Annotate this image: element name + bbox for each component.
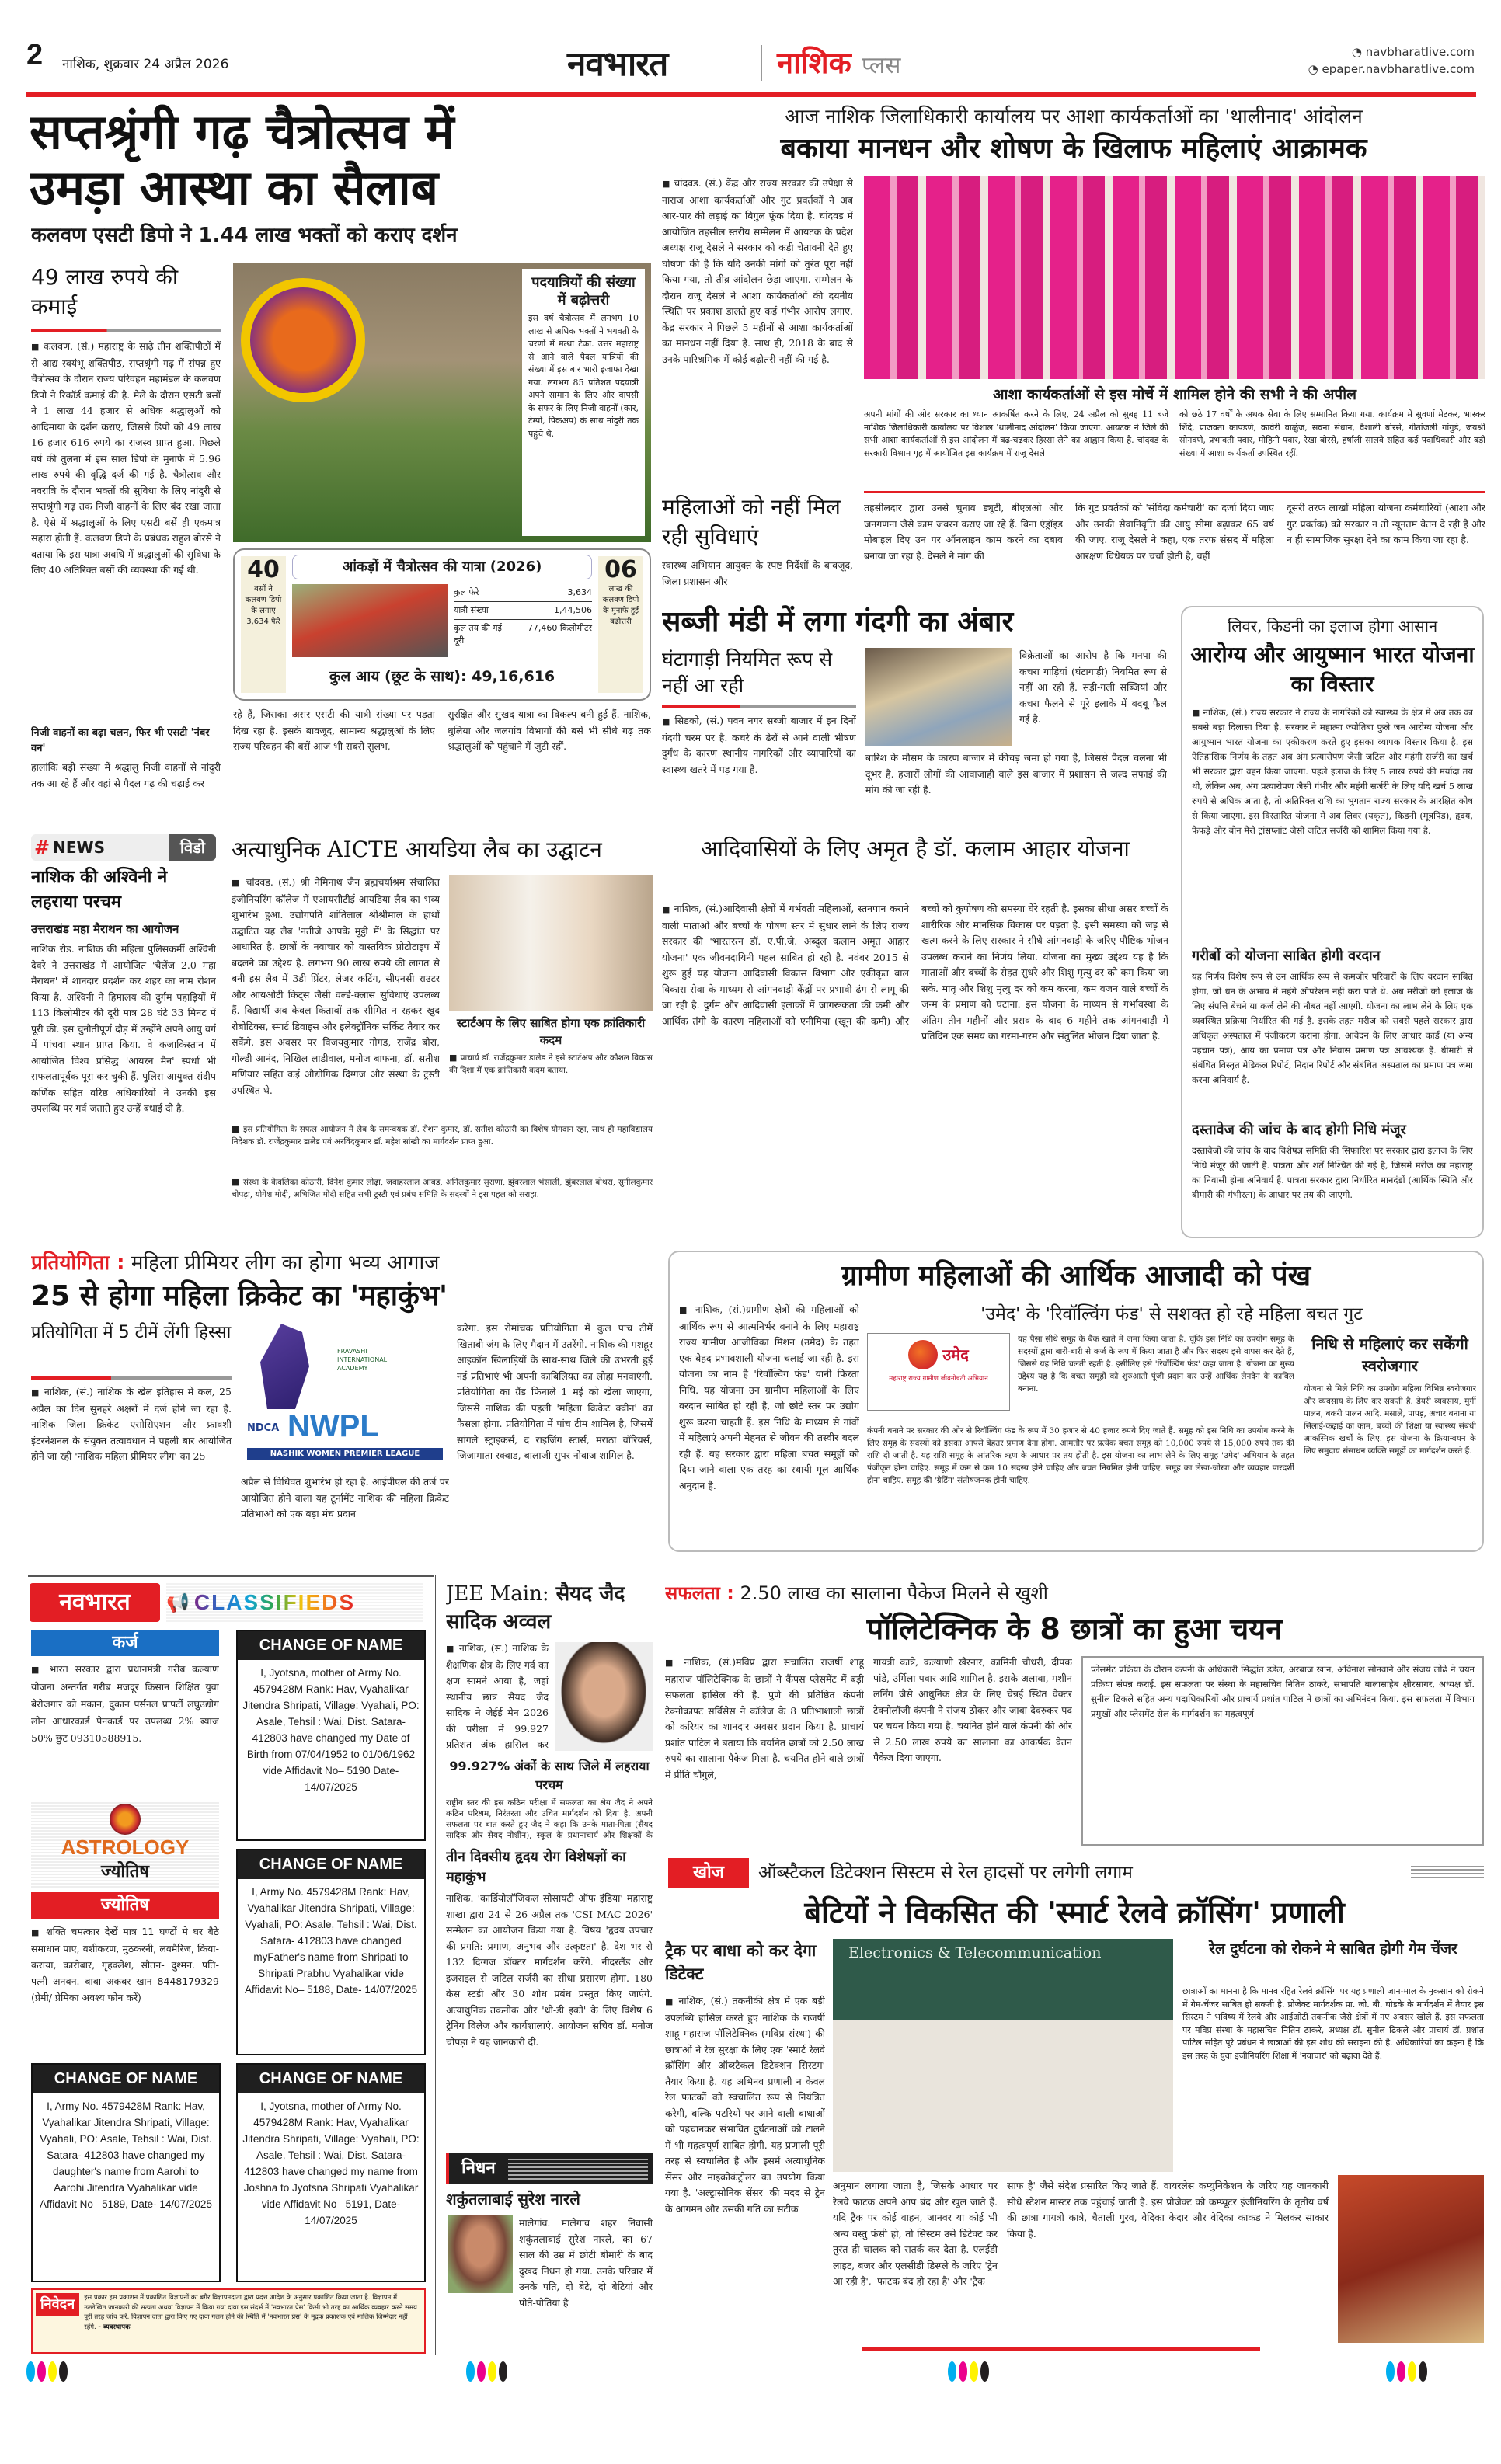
stats-value: 77,460 किलोमीटर [527,623,592,633]
cmyk-mark [1386,2361,1427,2382]
website-links [1308,44,1475,78]
website-url[interactable]: navbharatlive.com [1365,45,1475,59]
article-body: अप्रैल से विधिवत शुभारंभ हो रहा है. आईपीएल की तर्ज पर आयोजित होने वाला यह टूर्नामेंट नाशिक की महिला क्रिकेट प्रतिभाओं को एक बड़ा मंच प्रदान [241,1476,449,1519]
astrology-banner [31,1802,219,1888]
video-tag: विडो [169,834,216,861]
astrology-heading: ज्योतिष [31,1892,219,1919]
yantra-icon [110,1804,141,1835]
kicker-lines [1411,1866,1484,1878]
epaper-link[interactable] [1308,61,1475,78]
notice-title: CHANGE OF NAME [33,2065,219,2093]
classifieds-brand: नवभारत [30,1583,160,1622]
photo-caption: स्टार्टअप के लिए साबित होगा एक क्रांतिकारी कदम [456,1016,646,1047]
article-body: राष्ट्रीय स्तर की इस कठिन परीक्षा में सफलता का श्रेय जैद ने अपने कठिन परिश्रम, निरंतरता और उचित मार्गदर्शन को दिया है. अपनी सफलता पर बात करते हुए जैद ने कहा कि उनके माता-पिता (सैयद सादिक और सैयद नौशीन), स्कूल के प्रधानाचार्य और शिक्षकों के [446,1798,653,1840]
change-of-name-notice [236,1630,426,1841]
caption-body: अपनी मांगों की ओर सरकार का ध्यान आकर्षित करने के लिए, 24 अप्रैल को सुबह 11 बजे नाशिक जिलाधिकारी कार्यालय पर विशाल 'थालीनाद आंदोलन' किया जाएगा. आयटक ने जिले की सभी आशा कार्यकर्ताओं से इस आंदोलन में बढ़-चढ़कर हिस्सा लेने का आह्वान किया है. चांदवड के सरकारी विश्राम गृह में आयोजित इस कार्यक्रम में राजू देसले [864,409,1168,458]
notice-body: I, Jyotsna, mother of Army No. 4579428M Rank: Hav, Vyahalikar Jitendra Shripati, Village: Vyahali, PO: Asale, Tehsil : Wai, Dist. Satara-412803 have changed my Date of Birth from 07/04/1952 to 01/06/1962 vide Affidavit No– 5190 Date- 14/07/2025 [242,1667,420,1793]
article-body: नाशिक रोड. नाशिक की महिला पुलिसकर्मी अश्विनी देवरे ने उत्तराखंड में आयोजित 'चैलेंज 2.0 महा मैराथन' में शानदार प्रदर्शन कर शहर का नाम रोशन किया है. अश्विनी ने हिमालय की दुर्गम पहाड़ियों में 113 किलोमीटर की दूरी मात्र 28 घंटे 33 मिनट में पूरी की. इस चुनौतीपूर्ण दौड़ में उन्होंने अपने आयु वर्ग में पांचवा स्थान प्राप्त किया. वे कजाकिस्तान में आयोजित विश्व प्रसिद्ध 'आयरन मैन' स्पर्धा भी सफलतापूर्वक पूरा कर चुकी हैं. पुलिस आयुक्त संदीप कर्णिक सहित वरिष्ठ अधिकारियों ने उनकी इस उपलब्धि पर गर्व जताते हुए उन्हें बधाई दी है. [31,943,216,1114]
cmyk-dot [26,2361,35,2382]
nivedan-body: इस प्रकार इस प्रकाशन में प्रकाशित विज्ञापनों का बगैर विज्ञापनदाता द्वारा प्रदत्त आदेश के अनुसार प्रकाशित किया जाता है. विज्ञापन में उल्लेखित जानकारी की सत्यता अथवा विज्ञापन में किया गया दावा इस संदर्भ में 'नवभारत प्रेस' किसी भी तरह का आर्थिक व्यवहार करने समय पूरी तरह जांच करें. विज्ञापन दाता द्वारा किए गए दावा गलत होने की स्थिति में 'नवभारत प्रेस' के मुद्रक प्रकाशक एवं मालिक जिम्मेदार नहीं रहेंगे. [84,2294,417,2331]
article-body: गायत्री कात्रे, कल्याणी खैरनार, कामिनी चौधरी, दीपक पांडे, उर्मिला पवार आदि शामिल है. इसके अलावा, मशीन लर्निंग जैसे आधुनिक क्षेत्र के लिए चेन्नई स्थित वेक्टर टेक्नोलॉजी कंपनी ने संजय ठोकर और जाबा देवरुकर पद पर चयन किया गया है. चयनित होने वाले कंपनी की ओर से 2.50 लाख रुपये का सालाना का आकर्षक वेतन पैकेज दिया जाएगा. [873,1656,1072,1763]
stats-box [233,548,651,701]
article-headline: पॉलिटेक्निक के 8 छात्रों का हुआ चयन [866,1612,1283,1646]
article-body: ■ नाशिक, (सं.) तकनीकी क्षेत्र में एक बड़ी उपलब्धि हासिल करते हुए नाशिक के राजर्षी शाहू महाराज पॉलिटेक्निक (मविप्र संस्था) की छात्राओं ने रेल सुरक्षा के लिए एक 'स्मार्ट रेलवे क्रॉसिंग और ऑब्स्टैकल डिटेक्शन सिस्टम' तैयार किया है. यह अभिनव प्रणाली न केवल रेल फाटकों को स्वचालित रूप से नियंत्रित करेगी, बल्कि पटरियों पर आने वाली बाधाओं को पहचानकर संभावित दुर्घटनाओं को टालने में भी महत्वपूर्ण साबित होगी. यह प्रणाली पूरी तरह से स्वचालित है और इसमें अत्याधुनिक सेंसर और माइक्रोकंट्रोलर का उपयोग किया गया है. 'अल्ट्रासोनिक सेंसर' की मदद से ट्रेन के आगमन और उसकी गति का सटीक [665,1993,825,2343]
sidebar-body: छात्राओं का मानना है कि मानव रहित रेलवे क्रॉसिंग पर यह प्रणाली जान-माल के नुकसान को रोकने में गेम-चेंजर साबित हो सकती है. प्रोजेक्ट मार्गदर्शक प्रा. जी. बी. घोडके के मार्गदर्शन में तैयार इस सिस्टम ने भविष्य में रेलवे और आईओटी तकनीक जैसे क्षेत्रों में नए अवसर खोले हैं. इस सफलता पर मविप्र संस्था के महासचिव नितिन ठाकरे, अध्यक्ष डॉ. सुनील ढिकले और प्राचार्य डॉ. प्रशांत पाटिल सहित पूरे प्रबंधन ने छात्राओं की इस शोध की सराहना की है. अधिकारियों का कहना है कि इस तरह के युवा इंजीनियरिंग शिक्षा में 'नवाचार' को बढ़ावा देते हैं. [1182,1986,1484,2061]
stats-total: कुल आय (छूट के साथ): 49,16,616 [329,668,555,685]
article-body: रहे हैं, जिसका असर एसटी की यात्री संख्या पर पड़ता दिख रहा है. इसके बावजूद, सामान्य श्रद्धालुओं के लिए राज्य परिवहन की बसें आज भी सबसे सुलभ, [233,708,435,752]
stats-row [454,620,592,649]
loan-ad: ■ भारत सरकार द्वारा प्रधानमंत्री गरीब कल्याण योजना अन्तर्गत गरीब मजदूर किसान शिक्षित युवा बेरोजगार को मकान, दुकान पर्सनल प्रापर्टी लघुउद्योग लोन आधारकार्ड पेनकार्ड पर उपलब्ध 2% ब्याज 50% छुट 09310588915. [31,1661,219,1798]
obituary-photo [448,2215,513,2293]
article-body: विक्रेताओं का आरोप है कि मनपा की कचरा गाड़ियां (घंटागाड़ी) नियमित रूप से नहीं आ रही हैं. सड़ी-गली सब्जियां और कचरा फैलने से पूरे इलाके में बदबू फैल गई है. [1019,649,1167,725]
kicker-label: प्रतियोगिता : [31,1251,125,1275]
student-photo [555,1642,653,1751]
article-subhead: महिलाओं को नहीं मिल रही सुविधाएं [662,494,841,549]
cmyk-dot [37,2361,46,2382]
nivedan-label: निवेदन [36,2293,79,2316]
article-body: यह निर्णय विशेष रूप से उन आर्थिक रूप से कमजोर परिवारों के लिए वरदान साबित होगा, जो धन के अभाव में महंगे ऑपरेशन नहीं करा पाते थे. अब मरीजों को इलाज के लिए संपत्ति बेचने या कर्ज लेने की नौबत नहीं आएगी. योजना का लाभ लेने के लिए एक व्यवस्थित प्रक्रिया निर्धारित की गई है. इसके तहत मरीज को सबसे पहले सरकार द्वारा अधिकृत अस्पताल में पंजीकरण कराना होगा. आवेदन के लिए आधार कार्ड (या अन्य पहचान पत्र), आय का प्रमाण पत्र और निवास प्रमाण पत्र आवश्यक है. बीमारी से संबंधित विस्तृत मेडिकल रिपोर्ट, निदान रिपोर्ट और संबंधित अस्पताल का प्रमाण पत्र जमा करना अनिवार्य है. [1192,971,1473,1085]
deity-inset [241,278,365,402]
article-body: ■ नाशिक, (सं.)मविप्र द्वारा संचालित राजर्षी शाहू महाराज पॉलिटेक्निक के छात्रों ने कैंपस प्लेसमेंट में बड़ी सफलता हासिल की है. पुणे की प्रतिष्ठित कंपनी टेक्नोक्राफ्ट सर्विसेस ने कॉलेज के 8 प्रतिभाशाली छात्रों को करियर का शानदार अवसर प्रदान किया है. प्राचार्य प्रशांत पाटिल ने बताया कि चयनित छात्रों को 2.50 लाख रुपये का सालाना पैकेज मिला है. चयनित होने वाले छात्रों में प्रीति चौगुले, [665,1655,864,1847]
headline-kicker: JEE Main: [446,1582,549,1606]
article-subhead: प्रतियोगिता में 5 टीमें लेंगी हिस्सा [31,1323,232,1342]
website-link[interactable] [1308,44,1475,61]
classifieds-banner [166,1583,423,1622]
article-headline: आदिवासियों के लिए अमृत है डॉ. कलाम आहार योजना [701,836,1130,861]
cmyk-dot [59,2361,68,2382]
article-headline: 25 से होगा महिला क्रिकेट का 'महाकुंभ' [31,1280,448,1312]
stats-label: कुल फेरे [454,587,479,597]
asha-group-photo [864,176,1485,379]
article-body: कंपनी बनाने पर सरकार की ओर से रिवॉल्विंग फंड के रूप में 30 हजार से 40 हजार रुपये दिए जाते हैं. समूह को इस निधि का उपयोग करने के लिए समूह के सदस्यों को इसका आपसे बेहतर प्रमाण देना होगा. आमतौर पर प्रत्येक बचत समूह को 10,000 रुपये से 15,000 रुपये तक की राशि दी जाती है. यह राशि समूह के आंतरिक ऋण के आधार पर तय होती है. इस योजना का लाभ लेने के लिए समूह 'उमेद' अभियान के तहत पंजीकृत होना चाहिए. समूह में कम से कम 10 सदस्य होने चाहिए और बचत नियमित होनी चाहिए. समूह का लेखा-जोखा और व्यवहार पारदर्शी होना चाहिए. समूह की 'ग्रेडिंग' संतोषजनक होनी चाहिए. [867,1426,1294,1485]
article-headline: आरोग्य और आयुष्मान भारत योजना का विस्तार [1190,642,1475,697]
astrology-title: ASTROLOGY [61,1836,190,1859]
cmyk-mark [948,2361,989,2382]
article-subhead: 99.927% अंकों के साथ जिले में लहराया परचम [449,1759,650,1792]
article-kicker: आज नाशिक जिलाधिकारी कार्यालय पर आशा कार्यकर्ताओं का 'थालीनाद' आंदोलन [785,105,1363,127]
article-body: ■ चांदवड. (सं.) केंद्र और राज्य सरकार की उपेक्षा से नाराज आशा कार्यकर्ताओं और गुट प्रवर्तकों ने अब आर-पार की लड़ाई का बिगुल फूंक दिया है. चांदवड में आयोजित तहसील स्तरीय सम्मेलन में आयटक के प्रदेश अध्यक्ष राजू देसले ने सरकार को कड़ी चेतावनी देते हुए घोषणा की है कि यदि उनकी मांगों को तुरंत पूरा नहीं किया गया, तो तीव्र आंदोलन छेड़ा जाएगा. सम्मेलन के दौरान राजू देसले ने आशा कार्यकर्ताओं की दयनीय स्थिति पर प्रकाश डालते हुए कई गंभीर आरोप लगाए. केंद्र सरकार ने पिछले 5 महीनों से आशा कार्यकर्ताओं का मानधन नहीं दिया है. साथ ही, 2018 के बाद से उनके पारिश्रमिक में कोई बढ़ोतरी नहीं की गई है. [662,176,853,486]
umed-logo-text: उमेद [942,1345,969,1364]
article-body: ■ नाशिक, (सं.) नाशिक के शैक्षणिक क्षेत्र के लिए गर्व का क्षण सामने आया है, जहां स्थानीय छात्र सैयद जैद सादिक ने जेईई मेन 2026 की परीक्षा में 99.927 प्रतिशत अंक हासिल कर [446,1641,549,1752]
stats-value: 3,634 [567,587,592,597]
article-kicker: लिवर, किडनी का इलाज होगा आसान [1227,617,1438,635]
photo-board-text: Electronics & Telecommunication [848,1944,1102,1961]
notice-title: CHANGE OF NAME [238,1850,424,1879]
article-subhead: दस्तावेज की जांच के बाद होगी निधि मंजूर [1192,1122,1406,1138]
article-headline [30,104,651,216]
column-divider [435,1575,436,2355]
masthead-divider [761,45,762,81]
megaphone-icon: 📢 [166,1592,190,1613]
notice-body: I, Army No. 4579428M Rank: Hav, Vyahalikar Jitendra Shripati, Village: Vyahali, PO: Asale, Tehsil : Wai, Dist. Satara- 412803 have changed myFather's name from Shripati to Shripati Prabhu Vyahalikar vide Affidavit No– 5188, Date- 14/07/2025 [245,1886,417,1996]
cmyk-dot [477,2361,486,2382]
obituary-body: मालेगांव. मालेगांव शहर निवासी शकुंतलाबाई सुरेश नारले, का 67 साल की उम्र में छोटी बीमारी के बाद दुखद निधन हो गया. उनके परिवार में उनके पति, दो बेटे, दो बेटियां और पोते-पोतियां है [519,2217,653,2309]
article-kicker [665,1580,1484,1606]
article-body: स्वास्थ्य अभियान आयुक्त के स्पष्ट निर्देशों के बावजूद, जिला प्रशासन और [662,559,853,587]
notice-body: I, Jyotsna, mother of Army No. 4579428M Rank: Hav, Vyahalikar Jitendra Shripati, Village: Vyahali, PO: Asale, Tehsil : Wai, Dist. Satara- 412803 have changed my name from Joshna to Jyotsna Shripati Vyahalikar vide Affidavit No– 5191, Date- 14/07/2025 [242,2100,420,2226]
article-body: दस्तावेजों की जांच के बाद विशेषज्ञ समिति की सिफारिश पर सरकार द्वारा इलाज के लिए निधि मंजूर की जाती है. पात्रता और शर्तें निश्चित की गई है, जिसमें मरीज का महाराष्ट्र का निवासी होना अनिवार्य है. पात्रता सरकार द्वारा निर्धारित मानदंडों (आर्थिक स्थिति और बीमारी की गंभीरता) के आधार पर तय की जाएगी. [1192,1145,1473,1200]
stats-label: कुल तय की गई दूरी [454,623,502,646]
article-body: हालांकि बड़ी संख्या में श्रद्धालु निजी वाहनों से नांदुरी तक आ रहे हैं और वहां से पैदल गढ़ की चढ़ाई कर [31,761,221,789]
change-of-name-notice [31,2063,221,2282]
page-number: 2 [26,39,44,71]
stats-row [454,584,592,602]
notice-body: I, Army No. 4579428M Rank: Hav, Vyahalikar Jitendra Shripati, Village: Vyahali, PO: Asale, Tehsil : Wai, Dist. Satara- 412803 have changed my daughter's name from Aarohi to Aarohi Jitendra Vyahalikar vide Affidavit No– 5189, Date- 14/07/2025 [40,2100,212,2210]
aicte-photo [449,875,653,1011]
garbage-photo [865,648,1012,746]
bottom-rule [862,2347,1260,2351]
edition-name: नाशिक [777,46,851,80]
article-body: नाशिक. 'कार्डियोलॉजिकल सोसायटी ऑफ इंडिया' महाराष्ट्र शाखा द्वारा 24 से 26 अप्रैल तक 'CSI MAC 2026' सम्मेलन का आयोजन किया गया है. विषय 'हृदय उपचार की प्रगति: प्रमाण, अनुभव और उत्कृष्टता' है. देश भर से 132 दिग्गज डॉक्टर मार्गदर्शन करेंगे. नीदरलैंड और इजराइल से जटिल सर्जरी का सीधा प्रसारण होगा. 180 केस स्टडी और 30 शोध प्रबंध प्रस्तुत किए जाएंगे. अत्याधुनिक तकनीक और 'थ्री-डी इको' के लिए विशेष 6 ट्रेनिंग विलेज और कार्यशालाएं. आयोजन सचिव डॉ. मनोज चोपड़ा ने यह जानकारी दी. [446,1892,653,2048]
header-rule [26,92,1476,97]
subhead-rule [662,705,856,708]
loan-heading: कर्ज [31,1630,219,1656]
article-bullet: ■ प्राचार्य डॉ. राजेंद्रकुमार डालेड ने इसे स्टार्टअप और कौशल विकास की दिशा में एक क्रांतिकारी कदम बताया. [449,1052,653,1114]
article-bullet: ■ इस प्रतियोगिता के सफल आयोजन में लैब के समन्वयक डॉ. रोशन कुमार, डॉ. सतीश कोठारी का विशेष योगदान रहा, साथ ही महाविद्यालय निदेशक डॉ. राजेंद्रकुमार डालेड एवं अरविंदकुमार डॉ. महेश सांखी का मार्गदर्शन प्राप्त हुआ. [232,1123,653,1173]
cmyk-dot [466,2361,475,2382]
article-body: ■ नाशिक, (सं.) नाशिक के खेल इतिहास में कल, 25 अप्रैल का दिन सुनहरे अक्षरों में दर्ज होने जा रहा है. नाशिक जिला क्रिकेट एसोसिएशन और फ्रावशी इंटरनेशनल के संयुक्त तत्वावधान में पहली बार आयोजित होने जा रही 'नाशिक महिला प्रीमियर लीग' का 25 [31,1384,232,1549]
nivedan-text [84,2293,421,2349]
academy-label: FRAVASHI INTERNATIONAL ACADEMY [337,1348,388,1372]
stats-title: आंकड़ों में चैत्रोत्सव की यात्रा (2026) [292,555,592,579]
news-label: NEWS [53,838,105,857]
article-headline: ग्रामीण महिलाओं की आर्थिक आजादी को पंख [841,1260,1311,1292]
temple-photo [233,263,651,542]
notice-title: CHANGE OF NAME [238,2065,424,2093]
notice-title: CHANGE OF NAME [238,1631,424,1660]
article-body: ■ नाशिक, (सं.)ग्रामीण क्षेत्रों की महिलाओं को आर्थिक रूप से आत्मनिर्भर बनाने के लिए महाराष्ट्र राज्य ग्रामीण आजीविका मिशन (उमेद) के तहत एक बेहद प्रभावशाली योजना चलाई जा रही है. इस योजना का नाम है 'रिवॉल्विंग फंड' यानी फिरता निधि. यह योजना उन ग्रामीण महिलाओं के लिए वरदान साबित हो रही है, जो छोटे स्तर पर उद्योग शुरू करना चाहती हैं. इस निधि के माध्यम से गांवों में महिलाएं अपनी मेहनत से जीवन की तस्वीर बदल रही हैं. यह सरकार द्वारा महिला बचत समूहों को दिया जाने वाला एक तरह का स्थायी मूल आर्थिक अनुदान है. [679,1302,859,1546]
article-body: तहसीलदार द्वारा उनसे चुनाव ड्यूटी, बीएलओ और जनगणना जैसे काम जबरन कराए जा रहे हैं. बिना एंड्रॉइड मोबाइल दिए उन पर ऑनलाइन काम करने का दबाव बनाया जा रहा है. देसले ने मांग की [864,502,1063,562]
stat-number: 40 [247,556,280,583]
cmyk-dot [488,2361,496,2382]
subhead-rule [31,329,221,332]
article-body: करेगा. इस रोमांचक प्रतियोगिता में कुल पांच टीमें खिताबी जंग के लिए मैदान में उतरेंगी. नाशिक की मशहूर आइकॉन खिलाड़ियों के साथ-साथ जिले की उभरती हुई नई प्रतिभाएं भी अपनी काबिलियत का लोहा मनवाएंगी. प्रतियोगिता का ग्रैंड फिनाले 1 मई को खेला जाएगा, जिससे नाशिक की पहली 'महिला क्रिकेट क्वीन' का फैसला होगा. प्रतियोगिता में पांच टीम शामिल है, जिसमें सांगले स्ट्राइकर्स, द राइजिंग स्टार्स, मराठा वॉरियर्स, जिजामाता स्क्वाड, बालाजी सुपर नोवाज शामिल है. [457,1322,653,1461]
nivedan-sign: - व्यवस्थापक [98,2323,131,2331]
placement-box: प्लेसमेंट प्रक्रिया के दौरान कंपनी के अधिकारी सिद्धांत डडेल, अरबाज खान, अविनाश सोनवाने और संजय लोंढे ने चयन प्रक्रिया संपन्न कराई. इस सफलता पर संस्था के महासचिव नितिन ठाकरे, सभापति बालासाहेब क्षीरसागर, अध्यक्ष डॉ. सुनील ढिकले सहित अन्य पदाधिकारियों और प्राचार्य प्रशांत पाटिल ने छात्रों का अभिनंदन किया. इस सफलता में विभाग प्रमुखों और प्लेसमेंट सेल के मार्गदर्शन का महत्वपूर्ण [1081,1656,1484,1846]
article-headline: सब्जी मंडी में लगा गंदगी का अंबार [662,606,1014,638]
cmyk-dot [948,2361,956,2382]
cmyk-dot [1408,2361,1416,2382]
article-deck: 'उमेद' के 'रिवॉल्विंग फंड' से सशक्त हो रहे महिला बचत गुट [980,1304,1363,1324]
stat-caption: लाख की कलवण डिपो के मुनाफे हुई बढ़ोत्तरी [602,585,639,626]
stats-table [454,584,592,649]
article-subhead: ट्रैक पर बाधा को कर देगा डिटेक्ट [665,1941,817,1983]
cricketer-icon [253,1324,323,1409]
article-body: दूसरी तरफ लाखों महिला योजना कर्मचारियों (आशा और गुट प्रवर्तक) को सरकार न तो न्यूनतम वेतन दे रही है और न ही सामाजिक सुरक्षा देने का काम किया जा रहा है. [1287,502,1485,545]
stat-right [598,556,643,693]
news-video-badge[interactable] [31,834,216,861]
article-headline: तीन दिवसीय हृदय रोग विशेषज्ञों का महाकुंभ [446,1849,626,1885]
banner-lines [508,2158,648,2180]
stats-row [454,602,592,620]
article-body: ■ नाशिक, (सं.) राज्य सरकार ने राज्य के नागरिकों को स्वास्थ्य के क्षेत्र में अब तक का सबसे बड़ा दिलासा दिया है. सरकार ने महात्मा ज्योतिबा फुले जन आरोग्य योजना और आयुष्मान भारत योजना का एकीकरण करते हुए इसका व्यापक विस्तार किया है. इस ऐतिहासिक निर्णय के तहत अब अंग प्रत्यारोपण जैसी जटिल और महंगी सर्जरी का खर्च भी सरकार द्वारा वहन किया जाएगा. पहले इलाज के लिए 5 लाख रुपये की मर्यादा तय थी, लेकिन अब, अंग प्रत्यारोपण जैसी गंभीर और महंगी सर्जरी के लिए यदि खर्च 5 लाख रुपये से अधिक आता है, तो अतिरिक्त राशि का भुगतान राज्य सरकार के आरक्षित कोष से किया जाएगा. इस विस्तारित योजना में अब लिवर (यकृत), किडनी (मूत्रपिंड), हृदय, फेफड़े और बोन मैरो ट्रांसप्लांट जैसी जटिल सर्जरी को शामिल किया गया है. [1192,705,1473,941]
cmyk-dot [980,2361,989,2382]
dateline: नाशिक, शुक्रवार 24 अप्रैल 2026 [62,57,229,72]
globe-icon: ◔ [1308,62,1318,76]
change-of-name-notice [236,2063,426,2282]
bus-photo [292,584,448,657]
article-subhead: 49 लाख रुपये की कमाई [31,264,179,319]
article-kicker: ऑब्स्टैकल डिटेक्शन सिस्टम से रेल हादसों पर लगेगी लगाम [758,1863,1133,1883]
kicker-text: महिला प्रीमियर लीग का होगा भव्य आगाज [131,1251,440,1275]
kicker-label: सफलता : [665,1582,734,1604]
sidebar-title: रेल दुर्घटना को रोकने मे साबित होगी गेम चेंजर [1209,1940,1457,1958]
headline-line: सप्तश्रृंगी गढ़ चैत्रोत्सव में [30,104,454,160]
students-photo [833,1939,1173,2172]
sidebar-box [522,269,645,536]
nivedan-box [31,2288,426,2354]
article-body: ■ सिडको, (सं.) पवन नगर सब्जी बाजार में इन दिनों गंदगी चरम पर है. कचरे के ढेरों से आने वाली भीषण दुर्गंध के कारण स्थानीय नागरिकों और व्यापारियों का स्वास्थ्य खतरे में पड़ गया है. [662,713,856,825]
cmyk-mark [26,2361,68,2382]
masthead-logo: नवभारत [567,44,668,84]
article-body: बारिश के मौसम के कारण बाजार में कीचड़ जमा हो गया है, जिससे पैदल चलना भी दूभर है. हजारों लोगों की आवाजाही वाले इस बाजार में प्रशासन से जल्द सफाई की मांग की जा रही है. [865,752,1167,795]
hashtag-icon: # [34,837,50,858]
epaper-url[interactable]: epaper.navbharatlive.com [1322,62,1475,76]
cmyk-dot [970,2361,978,2382]
change-of-name-notice [236,1849,426,2055]
article-bullet: ■ संस्था के केवलिका कोठारी, दिनेश कुमार लोढ़ा, जवाहरलाल आबड, अनिलकुमार सुराणा, झुंबरलाल भंसाली, झुंबरलाल बोथरा, सुनीलकुमार चोपड़ा, योगेश मोदी, अभिजित मोदी सहित सभी ट्रस्टी एवं प्रबंध समिति के सदस्यों ने इस पहल को सराहा. [232,1176,653,1226]
edition-suffix: प्लस [862,52,901,79]
article-subhead: घंटागाड़ी नियमित रूप से नहीं आ रही [662,648,833,697]
obituary-name: शकुंतलाबाई सुरेश नारले [446,2190,580,2208]
edition-logo [777,42,900,82]
article-headline: नाशिक की अश्विनी ने लहराया परचम [31,868,168,912]
nwpl-label: NWPL [287,1409,379,1443]
stat-caption: बसों ने कलवण डिपो के लगाए 3,634 फेरे [245,585,282,626]
globe-icon: ◔ [1351,45,1362,59]
cmyk-dot [48,2361,57,2382]
article-headline: बकाया मानधन और शोषण के खिलाफ महिलाएं आक्रामक [780,133,1367,165]
astrology-hindi: ज्योतिष [101,1862,149,1881]
cmyk-dot [1386,2361,1395,2382]
classifieds-title: CLASSIFIEDS [193,1590,356,1614]
article-subhead: गरीबों को योजना साबित होगी वरदान [1192,948,1381,964]
ndca-label: NDCA [247,1422,280,1434]
section-tag: खोज [668,1858,749,1888]
sidebar-body: इस वर्ष चैत्रोत्सव में लगभग 10 लाख से अधिक भक्तों ने भगवती के चरणों में मत्था टेका. उत्तर महाराष्ट्र से आने वाले पैदल यात्रियों की संख्या में इस बार भारी इजाफा देखा गया. लगभग 85 प्रतिशत पदयात्री अपने सामान के लिए और वापसी के सफर के लिए निजी वाहनों (कार, टेम्पो, पिकअप) के साथ नांदुरी तक पहुंचे थे. [528,313,639,439]
umed-logo-icon [908,1340,938,1369]
umed-logo-caption: महाराष्ट्र राज्य ग्रामीण जीवनोन्नती अभियान [889,1375,988,1383]
article-headline: बेटियों ने विकसित की 'स्मार्ट रेलवे क्रॉसिंग' प्रणाली [804,1895,1345,1930]
article-body: कि गुट प्रवर्तकों को 'संविदा कर्मचारी' का दर्जा दिया जाए और उनकी सेवानिवृत्ति की आयु सीमा बढ़ाकर 65 वर्ष की जाए. राजू देसले ने कहा, एक तरफ संसद में महिला आरक्षण विधेयक पर चर्चा होती है, वहीं [1075,502,1274,562]
cmyk-dot [499,2361,507,2382]
subhead-rule [31,1376,232,1380]
article-headline: अत्याधुनिक AICTE आयडिया लैब का उद्घाटन [232,837,602,862]
train-photo [1338,2175,1484,2343]
nwpl-logo [241,1324,449,1468]
stat-number: 06 [604,556,637,583]
article-body: ■ कलवण. (सं.) महाराष्ट्र के साढ़े तीन शक्तिपीठों में से आद्य स्वयंभू शक्तिपीठ, सप्तश्रृंगी गढ़ में संपन्न हुए चैत्रोत्सव के दौरान राज्य परिवहन महामंडल के कलवण डिपो ने रिकॉर्ड कमाई की है. मेले के दौरान एसटी बसों ने 1 लाख 44 हजार से अधिक श्रद्धालुओं को आदिमाया के दर्शन कराए, जिससे डिपो को 49 लाख 16 हजार 616 रुपये का राजस्व प्राप्त हुआ. पिछले वर्ष की तुलना में इस साल डिपो के मुनाफे में 5.96 लाख रुपये की वृद्धि दर्ज की गई है. चैत्रोत्सव और नवरात्रि के दौरान भक्तों की सुविधा के लिए नांदुरी से सप्तश्रृंगी गढ़ तक निजी वाहनों के लिए बंद रखा जाता है. ऐसे में श्रद्धालुओं के लिए एसटी बसें ही एकमात्र सहारा होती हैं. कलवण डिपो के प्रबंधक राहुल बोरसे ने बताया कि इस यात्रा अवधि में श्रद्धालुओं की सुविधा के लिए 40 अतिरिक्त बसों की व्यवस्था की गई थी. [31,339,221,721]
article-subhead: निजी वाहनों का बढ़ा चलन, फिर भी एसटी 'नंबर वन' [31,727,210,754]
sidebar-title: पदयात्रियों की संख्या में बढ़ोत्तरी [531,274,636,308]
article-kicker [31,1249,653,1277]
article-deck: कलवण एसटी डिपो ने 1.44 लाख भक्तों को कराए दर्शन [31,224,458,247]
article-body: यह पैसा सीधे समूह के बैंक खाते में जमा किया जाता है. चूंकि इस निधि का उपयोग समूह के सदस्यों द्वारा बारी-बारी से कर्ज के रूप में किया जाता है और फिर सदस्य इसे वापस कर देते हैं, जिससे यह निधि चलती रहती है. इसीलिए इसे 'रिवॉल्विंग फंड' कहा जाता है. योजना का मुख्य उद्देश्य यह है कि बचत समूहों को शुरुआती पूंजी प्रदान कर उन्हें आर्थिक लेनदेन के काबिल बनाना. [1018,1335,1294,1394]
photo-caption: आशा कार्यकर्ताओं से इस मोर्चे में शामिल होने की सभी ने की अपील [992,386,1357,403]
sidebar-body: योजना से मिले निधि का उपयोग महिला विभिन्न स्वरोजगार और व्यवसाय के लिए कर सकती है. डेयरी व्यवसाय, मुर्गी पालन, बकरी पालन आदि. मसाले, पापड़, अचार बनाना या सिलाई-कढ़ाई का काम, बच्चों की शिक्षा या स्वास्थ्य संबंधी आकस्मिक खर्चों के लिए. इस योजना के क्रियान्वयन के लिए समुदाय संसाधन व्यक्ति समूहों का मार्गदर्शन करते हैं. [1304,1384,1476,1456]
article-body: अनुमान लगाया जाता है, जिसके आधार पर रेलवे फाटक अपने आप बंद और खुल जाते हैं. यदि ट्रैक पर कोई वाहन, जानवर या कोई भी अन्य वस्तु फंसी हो, तो सिस्टम उसे डिटेक्ट कर तुरंत ही चालक को सतर्क कर देता है. एलईडी लाइट, बजर और एलसीडी डिस्प्ले के जरिए 'ट्रेन आ रही है', 'फाटक बंद हो रहा है' और 'ट्रैक [833,2180,998,2287]
sidebar-title: निधि से महिलाएं कर सकेंगी स्वरोजगार [1311,1335,1468,1375]
kicker-text: 2.50 लाख का सालाना पैकेज मिलने से खुशी [740,1582,1048,1604]
caption-body: को छठे 17 वर्षों के अथक सेवा के लिए सम्मानित किया गया. कार्यक्रम में सुवर्णा मेटकर, भास्कर शिंदे, प्राजक्ता कापडणे, कावेरी वाळुंज, सवना संधान, वैशाली बोरसे, गीतांजली गांगुर्डे, जयश्री सोनवणे, प्रभावती पवार, मोहिनी पवार, रेखा बोरसे, हर्षाली सालवे सहित कई पदाधिकारी और बड़ी संख्या में आशा कार्यकर्ता उपस्थित रहीं. [1179,409,1485,458]
cmyk-dot [1397,2361,1405,2382]
cmyk-mark [466,2361,507,2382]
astrology-ad: ■ शक्ति चमत्कार देखें मात्र 11 घण्टों मे घर बैठे समाधान पाए, वशीकरण, मुठकरनी, लवमैरिज, किया- कराया, कारोबार, गृहक्लेश, सौतन- दुश्मन. पति- पत्नी अनबन. बाबा अकबर खान 8448179329 (प्रेमी/ प्रेमिका अवश्य फोन करें) [31,1923,219,2055]
article-headline [446,1580,654,1636]
stats-label: यात्री संख्या [454,605,489,615]
league-label: NASHIK WOMEN PREMIER LEAGUE [247,1448,443,1460]
cmyk-dot [1419,2361,1427,2382]
section-rule [864,491,1485,493]
cmyk-dot [959,2361,967,2382]
stats-value: 1,44,506 [554,605,592,615]
headline-line: उमड़ा आस्था का सैलाब [30,159,439,216]
article-body: ■ चांदवड. (सं.) श्री नेमिनाथ जैन ब्रह्मचर्याश्रम संचालित इंजीनियरिंग कॉलेज में एआयसीटीई आयडिया लैब का भव्य शुभारंभ हुआ. उद्योगपति शांतिलाल श्रीश्रीमाल के हाथों उद्घाटित यह लैब 'नतीजे आपके मुट्ठी में' के सिद्धांत पर आधारित है. छात्रों के नवाचार को वास्तविक प्रोटोटाइप में बदलने का उद्देश्य है. लगभग 90 लाख रुपये की लागत से बनी इस लैब में 3डी प्रिंटर, लेजर कटिंग, सीएनसी राउटर और आयओटी किट्स जैसी वर्ल्ड-क्लास सुविधाएं उपलब्ध हैं. विद्यार्थी अब केवल किताबों तक सीमित न रहकर खुद रोबोटिक्स, स्मार्ट डिवाइस और इलेक्ट्रॉनिक सर्किट तैयार कर सकेंगे. इस अवसर पर विजयकुमार गोगड, राजेंद्र बोरा, गोल्डी आनंद, निखिल लाडीवाल, मनोज बाफना, डॉ. सतीश मणियार सहित कई औद्योगिक दिग्गज और संस्था के ट्रस्टी उपस्थित थे. [232,875,440,1114]
obituary-banner [446,2153,653,2184]
article-body: सुरक्षित और सुखद यात्रा का विकल्प बनी हुई हैं. नाशिक, धुलिया और जलगांव विभागों की बसें भी सीधे गढ़ तक श्रद्धालुओं को पहुंचाने में जुटी रहीं. [448,708,651,752]
article-subhead: उत्तराखंड महा मैराथन का आयोजन [31,922,179,936]
article-body: साफ है' जैसे संदेश प्रसारित किए जाते हैं. वायरलेस कम्युनिकेशन के जरिए यह जानकारी सीधे स्टेशन मास्टर तक पहुंचाई जाती है. इस प्रोजेक्ट को कम्प्यूटर इंजीनियरिंग के तृतीय वर्ष की छात्रा गायत्री कात्रे, चैताली गुरव, वेदिका केदार और वेदिका काकड ने मिलकर साकार किया है. [1007,2180,1329,2240]
headline-text: सैयद जैद सादिक अव्वल [446,1582,625,1634]
article-body: ■ नाशिक, (सं.)आदिवासी क्षेत्रों में गर्भवती महिलाओं, स्तनपान कराने वाली माताओं और बच्चों के पोषण स्तर में सुधार लाने के लिए राज्य सरकार की 'भारतरत्न डॉ. ए.पी.जे. अब्दुल कलाम अमृत आहार योजना' एक जीवनदायिनी पहल साबित हो रही है. नवंबर 2015 से शुरू हुई यह योजना आदिवासी विकास विभाग और एकीकृत बाल विकास सेवा के माध्यम से आंगनवाड़ी केंद्रों पर प्रभावी ढंग से लागू की जा रही है. दुर्गम और आदिवासी इलाकों में जागरूकता की कमी और आर्थिक तंगी के कारण महिलाओं को एनीमिया (खून की कमी) और बच्चों को कुपोषण की समस्या घेरे रहती है. इसका सीधा असर बच्चों के शारीरिक और मानसिक विकास पर पड़ता है. इसी समस्या को जड़ से खत्म करने के लिए सरकार ने सीधे आंगनवाड़ी के जरिए पौष्टिक भोजन उपलब्ध कराने का निर्णय लिया. योजना का मुख्य उद्देश्य यह है कि माताओं और बच्चों के सेहत सुधरे और शिशु मृत्यु दर को कम किया जा सके. मातृ और शिशु मृत्यु दर को कम करना, कम वजन वाले बच्चों के जन्म के प्रमाण को घटाना. इस योजना के माध्यम से गर्भावस्था के अंतिम तीन महीनों और प्रसव के बाद 6 महीने तक आंगनवाड़ी में प्रतिदिन एक समय का गरमा-गरम और संतुलित भोजन दिया जाता है. [662,901,1168,1235]
obituary-label: निधन [461,2159,496,2178]
classifieds-rule [28,1575,434,1577]
umed-logo [867,1333,1010,1411]
stat-left [241,556,286,693]
